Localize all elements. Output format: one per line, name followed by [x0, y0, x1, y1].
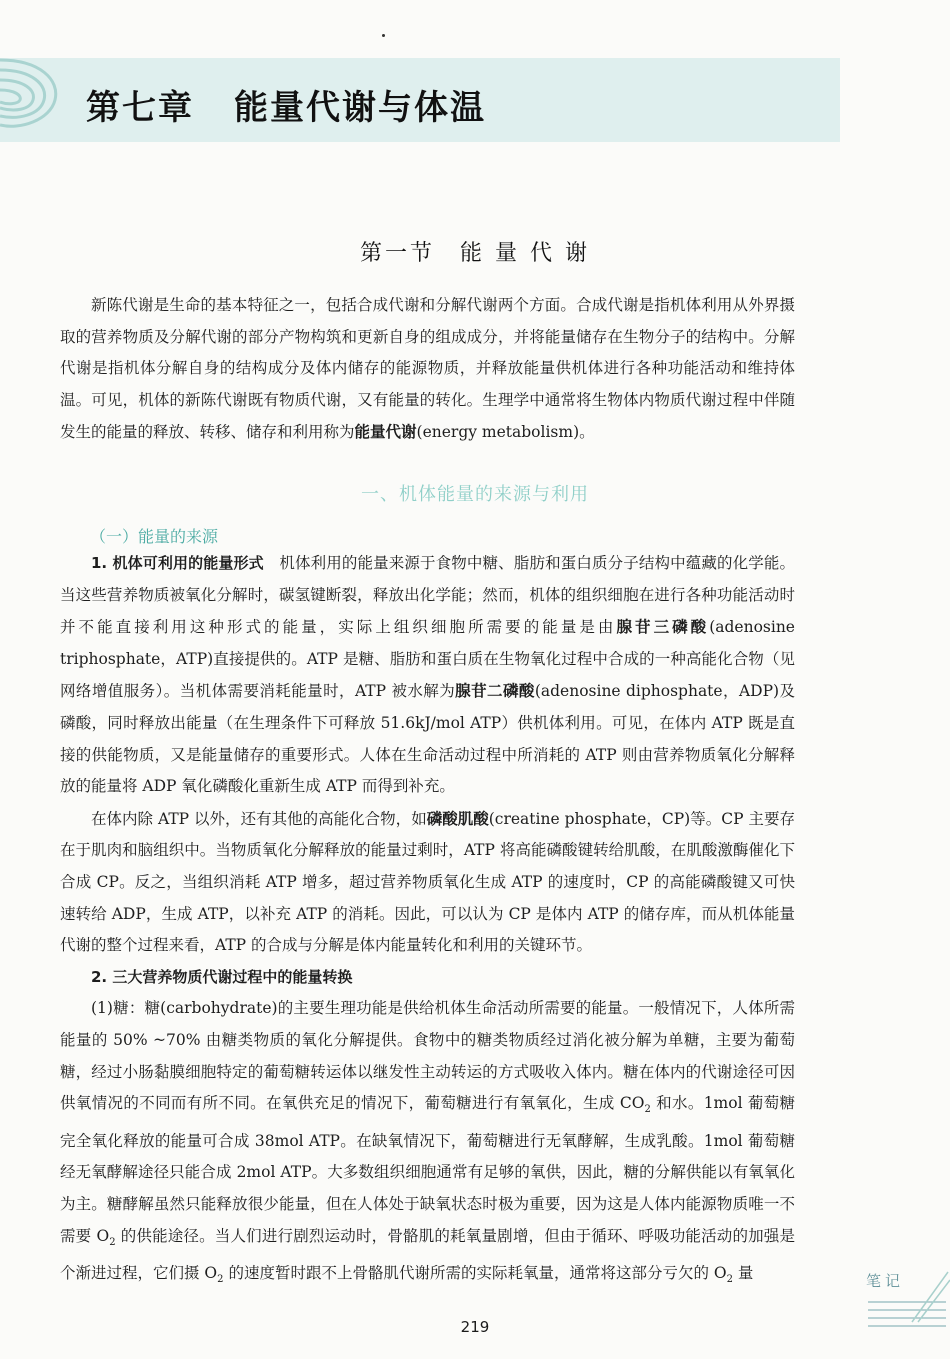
subscript-2: 2 [217, 1274, 224, 1286]
sugar-paragraph [60, 993, 795, 1296]
scan-speck [382, 34, 385, 37]
section-title: 第一节 能 量 代 谢 [360, 241, 590, 266]
item2-heading [60, 962, 795, 994]
item1-paragraph [60, 548, 795, 803]
term-energy-metabolism: 能量代谢 [354, 422, 417, 442]
chapter-number: 第七章 [86, 88, 194, 128]
intro-paragraph [60, 290, 795, 449]
cp-paragraph [60, 803, 795, 962]
sugar-text-5: 量 [732, 1264, 754, 1283]
page-number: 219 [460, 1318, 490, 1336]
sugar-text-2: 和水。1mol 葡萄糖完全氧化释放的能量可合成 38mol ATP。在缺氧情况下，葡萄糖进行无氧酵解，生成乳酸。1mol 葡萄糖经无氧酵解途径只能合成 2mol ATP。大多数组织细胞通常有足够的氧供，因此，糖的分解供能以有氧氧化为主。糖酵解虽然只能释放很少能量，但在人体处于缺氧状态时极为重要，因为这是人体内能源物质唯一不需要 O [60, 1094, 796, 1245]
notes-label: 笔记 [866, 1272, 905, 1290]
item1-text-2: (adenosine triphosphate，ATP)直接提供的。ATP 是糖、脂肪和蛋白质在生物氧化过程中合成的一种高能化合物（见网络增值服务）。当机体需要消耗能量时，ATP 被水解为 [60, 618, 795, 701]
subscript-2: 2 [726, 1274, 733, 1286]
term-atp: 腺苷三磷酸 [616, 617, 710, 637]
chapter-title [86, 80, 486, 129]
intro-text-b: (energy metabolism)。 [416, 423, 595, 442]
term-adp: 腺苷二磷酸 [455, 681, 535, 701]
heading-energy-source-use: 一、机体能量的来源与利用 [361, 484, 589, 505]
subscript-2: 2 [644, 1104, 651, 1116]
sugar-text-1: (1)糖：糖(carbohydrate)的主要生理功能是供给机体生命活动所需要的能量。一般情况下，人体所需能量的 50% ~70% 由糖类物质的氧化分解提供。食物中的糖类物质经过消化被分解为单糖，主要为葡萄糖，经过小肠黏膜细胞特定的葡萄糖转运体以继发性主动转运的方式吸收入体内。糖在体内的代谢途径可因供氧情况的不同而有所不同。在氧供充足的情况下，葡萄糖进行有氧氧化，生成 CO [60, 999, 795, 1113]
heading-energy-source: （一）能量的来源 [90, 527, 219, 546]
notes-lines-icon [852, 1262, 950, 1359]
item1-label: 1. 机体可利用的能量形式 [91, 554, 264, 572]
sugar-text-3: 的供能途径。当人们进行剧烈运动时，骨骼肌的耗氧量剧增，但由于循环、呼吸功能活动的加强是个渐进过程，它们摄 O [60, 1226, 795, 1283]
cp-text-1: 在体内除 ATP 以外，还有其他的高能化合物，如 [91, 809, 427, 828]
chapter-name: 能量代谢与体温 [234, 88, 486, 128]
margin-notes [852, 1262, 950, 1359]
item2-label: 2. 三大营养物质代谢过程中的能量转换 [91, 967, 353, 986]
item1-text-1: 机体利用的能量来源于食物中糖、脂肪和蛋白质分子结构中蕴藏的化学能。当这些营养物质被氧化分解时，碳氢键断裂，释放出化学能；然而，机体的组织细胞在进行各种功能活动时并不能直接利用这种形式的能量，实际上组织细胞所需要的能量是由 [60, 554, 795, 637]
sugar-text-4: 的速度暂时跟不上骨骼肌代谢所需的实际耗氧量，通常将这部分亏欠的 O [223, 1264, 727, 1283]
item1-text-3: (adenosine diphosphate，ADP)及磷酸，同时释放出能量（在生理条件下可释放 51.6kJ/mol ATP）供机体利用。可见，在体内 ATP 既是直接的供能物质，又是能量储存的重要形式。人体在生命活动过程中所消耗的 ATP 则由营养物质氧化分解释放的能量将 ADP 氧化磷酸化重新生成 ATP 而得到补充。 [60, 682, 795, 796]
cp-text-2: (creatine phosphate，CP)等。CP 主要存在于肌肉和脑组织中。当物质氧化分解释放的能量过剩时，ATP 将高能磷酸键转给肌酸，在肌酸激酶催化下合成 CP。反之，当组织消耗 ATP 增多，超过营养物质氧化生成 ATP 的速度时，CP 的高能磷酸键又可快速转给 ADP，生成 ATP，以补充 ATP 的消耗。因此，可以认为 CP 是体内 ATP 的储存库，而从机体能量代谢的整个过程来看，ATP 的合成与分解是体内能量转化和利用的关键环节。 [60, 809, 795, 955]
intro-text-a: 新陈代谢是生命的基本特征之一，包括合成代谢和分解代谢两个方面。合成代谢是指机体利用从外界摄取的营养物质及分解代谢的部分产物构筑和更新自身的组成成分，并将能量储存在生物分子的结构中。分解代谢是指机体分解自身的结构成分及体内储存的能源物质，并释放能量供机体进行各种功能活动和维持体温。可见，机体的新陈代谢既有物质代谢，又有能量的转化。生理学中通常将生物体内物质代谢过程中伴随发生的能量的释放、转移、储存和利用称为 [60, 296, 795, 442]
term-cp: 磷酸肌酸 [426, 808, 489, 828]
intro-block [60, 290, 795, 449]
main-body [60, 548, 795, 1296]
swirl-decoration-icon [0, 40, 70, 150]
subscript-2: 2 [109, 1236, 116, 1248]
